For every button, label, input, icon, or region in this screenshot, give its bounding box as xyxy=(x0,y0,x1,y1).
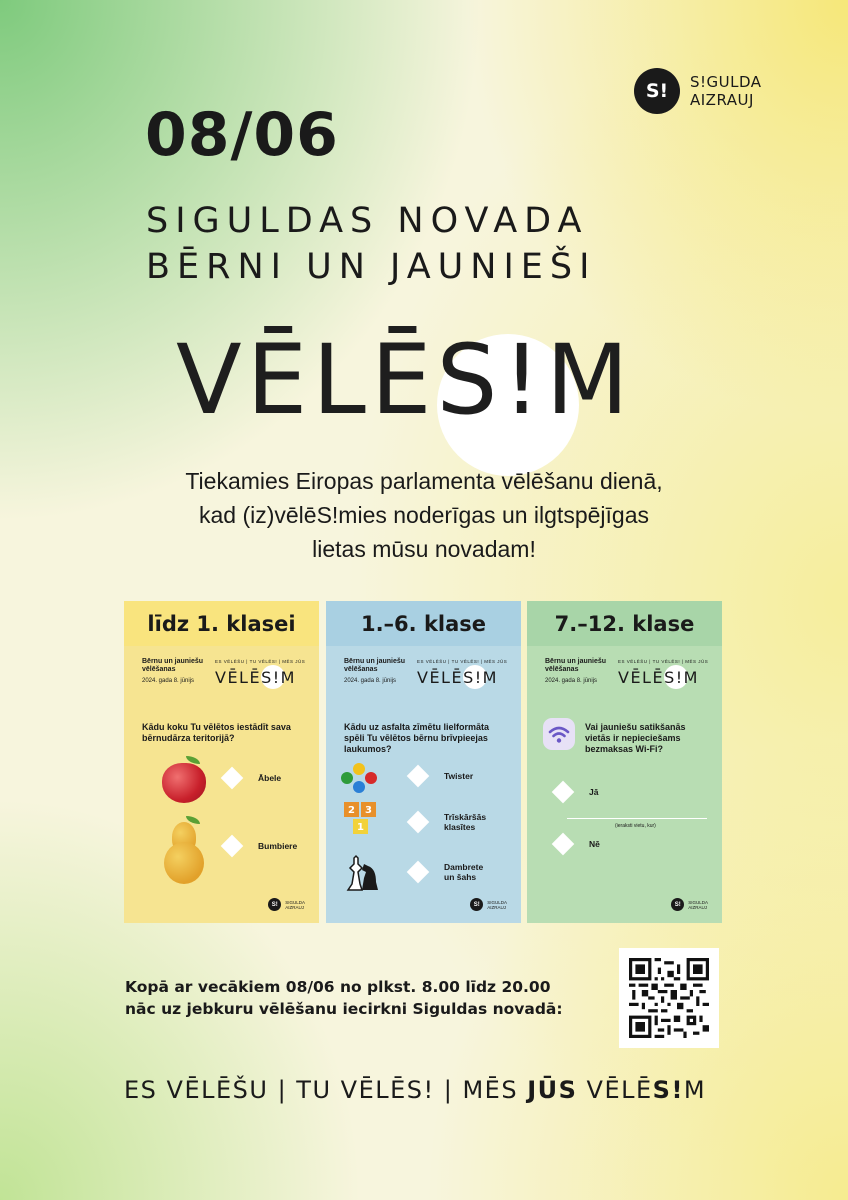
option-label: Twister xyxy=(444,771,474,781)
option-pear[interactable] xyxy=(224,838,297,854)
twister-icon xyxy=(338,762,380,794)
slogan-bold-jus: JŪS xyxy=(527,1076,578,1104)
chess-icon xyxy=(340,852,380,892)
headline-line-2: BĒRNI UN JAUNIEŠI xyxy=(146,247,597,287)
option-no[interactable] xyxy=(555,836,600,852)
ballot-logo-line-1: SIGULDA xyxy=(487,899,507,905)
checkbox-diamond-icon[interactable] xyxy=(407,811,430,834)
option-chess[interactable] xyxy=(410,862,494,882)
intro-line-2: kad (iz)vēlēS!mies noderīgas un ilgtspējīgas xyxy=(198,502,649,528)
checkbox-diamond-icon[interactable] xyxy=(552,781,575,804)
cta-line-2: nāc uz jebkuru vēlēšanu iecirkni Siguldas novadā: xyxy=(125,1000,563,1018)
ballot-logo xyxy=(671,898,708,911)
hopscotch-tile-1: 1 xyxy=(357,822,364,833)
panel-heading: 7.–12. klase xyxy=(527,601,722,646)
ballot-title: VĒLĒS!M xyxy=(417,668,498,687)
ballot-slogan: ES VĒLĒŠU | TU VĒLĒS! | MĒS JŪS xyxy=(417,659,508,664)
headline-line-1: SIGULDAS NOVADA xyxy=(146,201,589,241)
panel-heading: līdz 1. klasei xyxy=(124,601,319,646)
panel-grades-1-6 xyxy=(326,601,521,923)
ballot-date: 2024. gada 8. jūnijs xyxy=(545,678,598,684)
option-label: Nē xyxy=(589,839,600,849)
ballot-question: Kādu koku Tu vēlētos iestādīt sava bērnudārza teritorijā? xyxy=(142,722,291,743)
write-in-hint: (ieraksti vietu, kur) xyxy=(615,823,656,829)
ballot-logo xyxy=(470,898,507,911)
checkbox-diamond-icon[interactable] xyxy=(221,767,244,790)
ballot-question: Kādu uz asfalta zīmētu lielformāta spēli Tu vēlētos bērnu brīvpieejas laukumos? xyxy=(344,722,490,754)
ballot-question: Vai jauniešu satikšanās vietās ir nepieciešams bezmaksas Wi-Fi? xyxy=(585,722,686,754)
ballot-logo-line-2: AIZRAUJ xyxy=(487,904,506,910)
checkbox-diamond-icon[interactable] xyxy=(552,833,575,856)
logo-line-2: AIZRAUJ xyxy=(690,91,754,109)
intro-line-1: Tiekamies Eiropas parlamenta vēlēšanu dienā, xyxy=(185,468,663,494)
headline xyxy=(146,198,596,290)
ballot-title: VĒLĒS!M xyxy=(215,668,296,687)
option-hopscotch[interactable] xyxy=(410,812,494,832)
ballot-heading: Bērnu un jauniešu vēlēšanas xyxy=(545,658,607,673)
checkbox-diamond-icon[interactable] xyxy=(407,861,430,884)
hopscotch-tile-2: 2 xyxy=(348,805,355,816)
ballot-logo-mark: S! xyxy=(470,898,483,911)
hopscotch-icon xyxy=(344,802,380,836)
ballot-heading: Bērnu un jauniešu vēlēšanas xyxy=(344,658,406,673)
cta-line-1: Kopā ar vecākiem 08/06 no plkst. 8.00 līdz 20.00 xyxy=(125,978,551,996)
checkbox-diamond-icon[interactable] xyxy=(221,835,244,858)
ballot-title: VĒLĒS!M xyxy=(618,668,699,687)
slogan-bold-s: S! xyxy=(652,1076,684,1104)
ballot-card xyxy=(326,646,521,923)
intro-line-3: lietas mūsu novadam! xyxy=(312,536,536,562)
ballot-card xyxy=(527,646,722,923)
main-title: VĒLĒS!M xyxy=(176,324,634,436)
apple-icon xyxy=(162,763,206,803)
option-label: Trīskāršās klasītes xyxy=(444,812,487,832)
option-label: Bumbiere xyxy=(258,841,298,851)
ballot-heading: Bērnu un jauniešu vēlēšanas xyxy=(142,658,204,673)
event-date: 08/06 xyxy=(145,100,339,170)
ballot-slogan: ES VĒLĒŠU | TU VĒLĒS! | MĒS JŪS xyxy=(215,659,306,664)
ballot-card xyxy=(124,646,319,923)
ballot-logo-line-2: AIZRAUJ xyxy=(688,904,707,910)
option-apple[interactable] xyxy=(224,770,281,786)
option-label: Ābele xyxy=(258,773,282,783)
intro-text xyxy=(60,464,788,566)
call-to-action xyxy=(125,976,563,1020)
qr-code-icon xyxy=(629,958,709,1038)
slogan-part-3: M xyxy=(683,1076,707,1104)
ballot-date: 2024. gada 8. jūnijs xyxy=(344,678,397,684)
write-in-line[interactable] xyxy=(567,818,707,819)
ballot-logo-line-2: AIZRAUJ xyxy=(285,904,304,910)
logo-mark: S! xyxy=(634,68,680,114)
slogan-part-2: VĒLĒ xyxy=(577,1076,653,1104)
ballot-logo-mark: S! xyxy=(268,898,281,911)
logo-text xyxy=(690,73,762,109)
panel-preschool xyxy=(124,601,319,923)
slogan-part-1: ES VĒLĒŠU | TU VĒLĒS! | MĒS xyxy=(124,1076,528,1104)
ballot-logo-line-1: SIGULDA xyxy=(688,899,708,905)
option-label: Jā xyxy=(589,787,599,797)
panel-heading: 1.–6. klase xyxy=(326,601,521,646)
option-label: Dambrete un šahs xyxy=(444,862,484,882)
footer-slogan xyxy=(124,1076,706,1104)
ballot-logo-line-1: SIGULDA xyxy=(285,899,305,905)
hopscotch-tile-3: 3 xyxy=(365,805,372,816)
ballot-logo-mark: S! xyxy=(671,898,684,911)
sigulda-logo xyxy=(634,68,762,114)
qr-code[interactable] xyxy=(619,948,719,1048)
option-yes[interactable] xyxy=(555,784,598,800)
option-twister[interactable] xyxy=(410,768,473,784)
logo-line-1: S!GULDA xyxy=(690,73,762,91)
checkbox-diamond-icon[interactable] xyxy=(407,765,430,788)
ballot-logo xyxy=(268,898,305,911)
panel-grades-7-12 xyxy=(527,601,722,923)
ballot-slogan: ES VĒLĒŠU | TU VĒLĒS! | MĒS JŪS xyxy=(618,659,709,664)
wifi-icon xyxy=(543,718,575,750)
ballot-date: 2024. gada 8. jūnijs xyxy=(142,678,195,684)
